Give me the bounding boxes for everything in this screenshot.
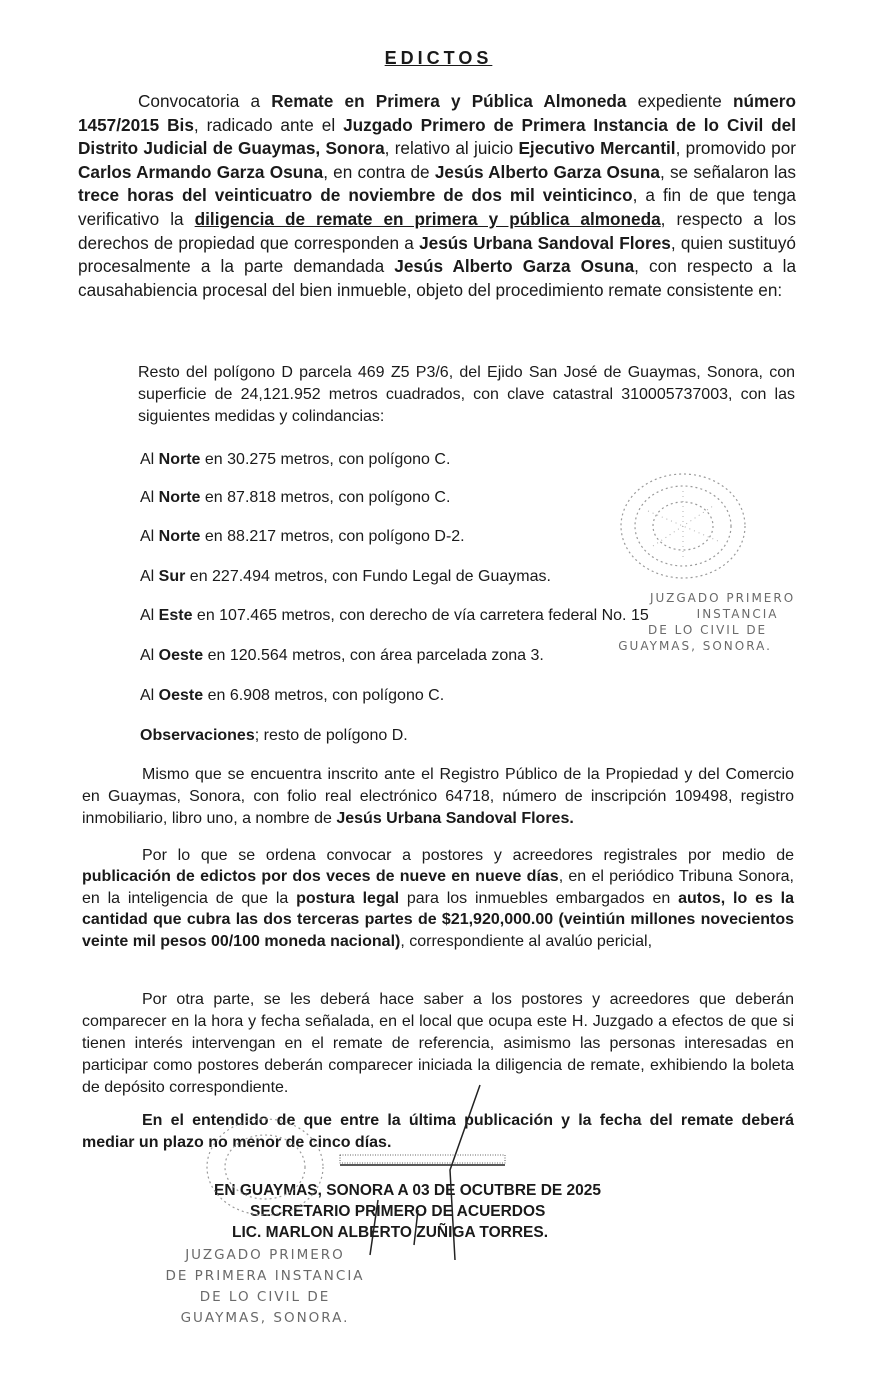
registry-paragraph: [82, 764, 794, 830]
text-segment: para los inmuebles embargados en: [399, 889, 679, 907]
text-segment: Por lo que se ordena convocar a postores y acreedores registrales por medio de: [142, 847, 794, 864]
measure-prefix: Al: [140, 568, 159, 585]
property-description: Resto del polígono D parcela 469 Z5 P3/6, del Ejido San José de Guaymas, Sonora, con superficie de 24,121.952 metros cuadrados, con clave catastral 310005737003, con las siguientes medidas y colindancias:: [138, 364, 795, 425]
text-segment: Jesús Urbana Sandoval Flores.: [336, 810, 574, 827]
boundary-line: [140, 605, 649, 627]
deadline-paragraph: En el entendido de que entre la última publicación y la fecha del remate deberá mediar un plazo no menor de cinco días.: [82, 1112, 794, 1151]
text-segment: Remate en Primera y Pública Almoneda: [271, 91, 627, 111]
boundary-line: [140, 449, 450, 471]
measure-detail: en 120.564 metros, con área parcelada zona 3.: [203, 647, 544, 664]
measure-direction: Norte: [158, 489, 201, 506]
stamp-line: DE LO CIVIL DE: [199, 1289, 331, 1305]
observations-line: [140, 725, 408, 747]
text-segment: número 1457/2015 Bis: [78, 91, 796, 135]
court-stamp-right: [618, 590, 796, 654]
measure-detail: en 87.818 metros, con polígono C.: [200, 489, 451, 506]
convocation-paragraph: [78, 90, 796, 302]
measure-direction: Oeste: [158, 687, 204, 704]
text-segment: , relativo al juicio: [384, 138, 519, 159]
measure-detail: en 6.908 metros, con polígono C.: [203, 687, 445, 704]
text-segment: autos, lo es la cantidad que cubra las dos terceras partes de $21,920,000.00 (veintiún millones novecientos veinte mil pesos 00/100 moneda nacional): [82, 889, 795, 950]
court-seal-icon: [200, 1112, 330, 1222]
stamp-line: JUZGADO PRIMERO: [185, 1247, 345, 1263]
measure-direction: Sur: [158, 568, 186, 585]
boundary-line: [140, 685, 444, 707]
text-segment: diligencia de remate en primera y pública almoneda: [194, 208, 661, 229]
stamp-line: DE LO CIVIL DE: [648, 623, 768, 637]
stamp-line: GUAYMAS, SONORA.: [618, 639, 772, 653]
text-segment: , correspondiente al avalúo pericial,: [400, 932, 653, 950]
stamp-line: DE PRIMERA INSTANCIA: [165, 1268, 365, 1284]
measure-prefix: Al: [140, 647, 159, 664]
signature-icon: [330, 1080, 530, 1270]
text-segment: , respecto a los derechos de propiedad que corresponden a: [78, 208, 796, 253]
measure-detail: en 227.494 metros, con Fundo Legal de Guaymas.: [185, 568, 551, 585]
boundary-line: [140, 487, 450, 509]
text-segment: , en contra de: [323, 161, 435, 182]
publication-paragraph: [82, 845, 794, 952]
court-seal-icon: [608, 466, 758, 586]
measure-prefix: Al: [140, 528, 159, 545]
measure-detail: en 30.275 metros, con polígono C.: [200, 451, 451, 468]
text-segment: , a fin de que tenga verificativo la: [78, 185, 796, 229]
text-segment: Juzgado Primero de Primera Instancia de lo Civil del Distrito Judicial de Guaymas, Sonora: [78, 114, 796, 159]
measure-detail: en 107.465 metros, con derecho de vía carretera federal No. 15: [192, 607, 649, 624]
stamp-line: INSTANCIA: [696, 607, 779, 621]
text-segment: Jesús Alberto Garza Osuna: [394, 256, 635, 277]
signer-name: LIC. MARLON ALBERTO ZUÑIGA TORRES.: [232, 1224, 549, 1241]
measure-detail: ; resto de polígono D.: [254, 727, 408, 744]
signer-title: SECRETARIO PRIMERO DE ACUERDOS: [250, 1203, 546, 1220]
text-segment: publicación de edictos por dos veces de nueve en nueve días: [82, 868, 559, 886]
text-segment: expediente: [626, 91, 733, 111]
stamp-line: JUZGADO PRIMERO: [650, 591, 796, 605]
document-title: EDICTOS: [384, 48, 493, 68]
text-segment: Carlos Armando Garza Osuna: [78, 161, 324, 182]
measure-prefix: Al: [140, 607, 159, 624]
text-segment: , en el periódico Tribuna Sonora, en la inteligencia de que la: [82, 868, 794, 907]
text-segment: Jesús Alberto Garza Osuna: [434, 161, 660, 182]
measure-prefix: Al: [140, 451, 159, 468]
text-segment: , promovido por: [675, 138, 796, 159]
measure-direction: Observaciones: [140, 727, 255, 744]
stamp-line: GUAYMAS, SONORA.: [180, 1310, 350, 1326]
text-segment: , quien sustituyó procesalmente a la parte demandada: [78, 232, 796, 277]
text-segment: Convocatoria a: [138, 91, 272, 111]
boundary-line: [140, 645, 544, 667]
measure-direction: Norte: [158, 451, 201, 468]
court-stamp-bottom: [155, 1245, 375, 1329]
text-segment: postura legal: [296, 889, 400, 907]
place-date: EN GUAYMAS, SONORA A 03 DE OCUTBRE DE 2025: [214, 1182, 602, 1199]
measure-detail: en 88.217 metros, con polígono D-2.: [200, 528, 465, 545]
bidders-paragraph: Por otra parte, se les deberá hace saber a los postores y acreedores que deberán comparecer en la hora y fecha señalada, en el local que ocupa este H. Juzgado a efectos de que si tienen interés intervengan en el remate de referencia, asimismo las personas interesadas en participar como postores deberán comparecer iniciada la diligencia de remate, exhibiendo la boleta de depósito correspondiente.: [82, 991, 794, 1096]
text-segment: , se señalaron las: [659, 161, 796, 182]
measure-direction: Oeste: [158, 647, 204, 664]
text-segment: Jesús Urbana Sandoval Flores: [419, 232, 671, 253]
text-segment: , radicado ante el: [193, 114, 344, 135]
text-segment: , con respecto a la causahabiencia procesal del bien inmueble, objeto del procedimiento remate consistente en:: [78, 256, 796, 300]
measure-direction: Este: [158, 607, 193, 624]
measure-prefix: Al: [140, 489, 159, 506]
text-segment: Mismo que se encuentra inscrito ante el Registro Público de la Propiedad y del Comercio en Guaymas, Sonora, con folio real electrónico 64718, número de inscripción 109498, registro inmobiliario, libro uno, a nombre de: [82, 766, 794, 827]
boundary-line: [140, 566, 551, 588]
text-segment: trece horas del veinticuatro de noviembre de dos mil veinticinco: [78, 185, 633, 206]
measure-direction: Norte: [158, 528, 201, 545]
text-segment: Ejecutivo Mercantil: [518, 138, 676, 159]
boundary-line: [140, 526, 465, 548]
measure-prefix: Al: [140, 687, 159, 704]
